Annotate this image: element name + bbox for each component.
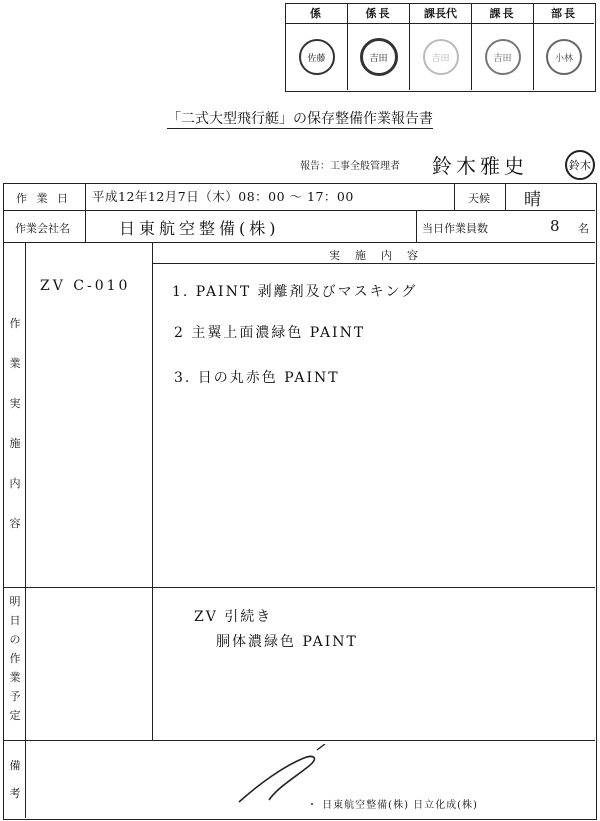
approval-cell	[534, 24, 594, 90]
row-divider	[4, 740, 595, 741]
row-divider	[4, 242, 595, 243]
report-form	[3, 183, 597, 820]
approval-cell	[286, 24, 348, 90]
approval-role: 係長	[348, 4, 410, 24]
approval-seal: 吉田	[360, 38, 398, 76]
row-divider	[152, 263, 595, 264]
company-value: 日東航空整備(株)	[119, 219, 280, 238]
date-label: 作 業 日	[16, 192, 71, 205]
work-item: 1. PAINT 剥離剤及びマスキング	[172, 284, 418, 300]
approval-role: 部長	[534, 4, 594, 24]
approval-seal: 佐藤	[299, 39, 335, 75]
workers-value: 8	[550, 217, 562, 235]
weather-label: 天候	[468, 192, 490, 205]
plan-line: 胴体濃緑色 PAINT	[216, 634, 358, 650]
plan-section-label: 明日の作業予定	[9, 595, 21, 722]
reporter-label: 報告：工事全般管理者	[300, 161, 400, 172]
work-reference: ZV C-010	[40, 278, 131, 294]
approval-cell	[472, 24, 534, 90]
weather-value: 晴	[524, 190, 543, 210]
col-divider	[454, 184, 455, 210]
approval-table	[285, 3, 596, 92]
approval-role: 課長代	[410, 4, 472, 24]
row-divider	[4, 587, 595, 588]
approval-role: 係	[286, 4, 348, 24]
work-column-header: 実 施 内 容	[329, 249, 420, 262]
remarks-footer: ・ 日東航空整備(株) 日立化成(株)	[307, 800, 478, 811]
work-item: 2 主翼上面濃緑色 PAINT	[174, 325, 366, 341]
document-title: 「二式大型飛行艇」の保存整備作業報告書	[167, 111, 433, 127]
company-label: 作業会社名	[15, 222, 70, 235]
workers-label: 当日作業員数	[422, 222, 488, 235]
col-divider	[25, 242, 26, 818]
work-item: 3. 日の丸赤色 PAINT	[174, 370, 340, 386]
col-divider	[505, 184, 506, 210]
workers-unit: 名	[578, 222, 589, 235]
approval-cell	[348, 24, 410, 90]
date-value: 平成12年12月7日（木）08：00 〜 17：00	[92, 189, 354, 204]
work-section-label: 作業実施内容	[9, 317, 21, 530]
approval-role: 課長	[472, 4, 534, 24]
reporter-name: 鈴木雅史	[432, 154, 528, 178]
col-divider	[85, 184, 86, 242]
row-divider	[4, 210, 595, 211]
reporter-seal: 鈴木	[565, 150, 595, 180]
approval-seal: 小林	[546, 39, 582, 75]
approval-seal: 吉田	[423, 39, 459, 75]
col-divider	[152, 242, 153, 740]
approval-cell	[410, 24, 472, 90]
col-divider	[416, 210, 417, 242]
remarks-section-label: 備考	[9, 759, 21, 800]
approval-seal: 吉田	[485, 39, 521, 75]
plan-line: ZV 引続き	[194, 609, 273, 625]
